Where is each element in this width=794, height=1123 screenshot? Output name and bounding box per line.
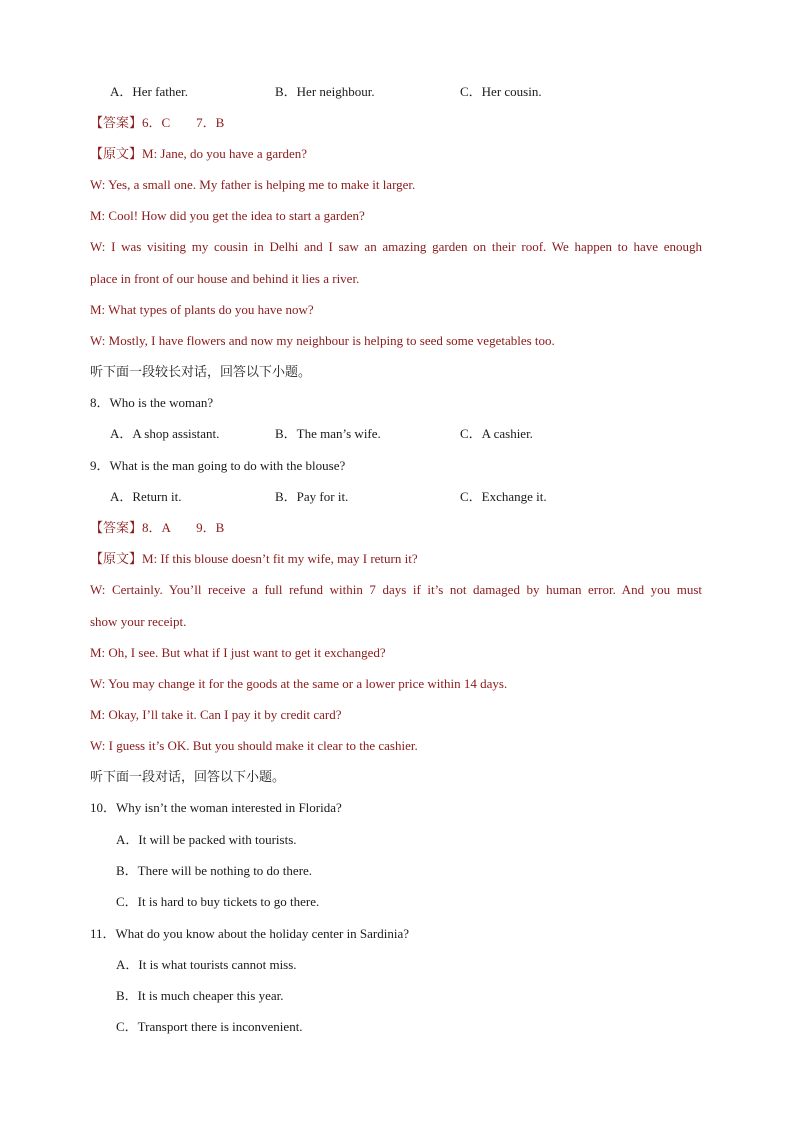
answer-line [90,115,224,131]
option-line [116,1019,303,1035]
option-a: A．A shop assistant. [110,426,220,441]
transcript-text: M: Oh, I see. But what if I just want to get it exchanged? [90,645,386,660]
option-c: C．A cashier. [460,426,533,441]
answer-tag: 【答案】 [90,520,143,535]
question-text: 11．What do you know about the holiday center in Sardinia? [90,926,410,941]
option-c: C．Her cousin. [460,84,542,99]
option-line [116,863,312,879]
transcript-line [90,738,418,754]
answer-text: 8．A 9．B [142,520,225,535]
question [90,458,345,474]
option-text: A．It will be packed with tourists. [116,832,297,847]
transcript-text: show your receipt. [90,614,187,629]
transcript-text: M: Cool! How did you get the idea to start a garden? [90,208,365,223]
transcript-text: M: If this blouse doesn’t fit my wife, may I return it? [142,551,418,566]
option-text: C．Transport there is inconvenient. [116,1019,303,1034]
question-text: 10．Why isn’t the woman interested in Florida? [90,800,342,815]
question [90,926,409,942]
option-b: B．The man’s wife. [275,426,381,441]
option-line [116,988,284,1004]
transcript-tag: 【原文】 [90,146,143,161]
transcript-tag: 【原文】 [90,551,143,566]
transcript-text: W: You may change it for the goods at the same or a lower price within 14 days. [90,676,508,691]
transcript-text: W: Mostly, I have flowers and now my neighbour is helping to seed some vegetables too. [90,333,555,348]
option-b: B．Pay for it. [275,489,349,504]
question [90,800,342,816]
option-text: A．It is what tourists cannot miss. [116,957,297,972]
transcript-line [90,614,186,630]
transcript-text: place in front of our house and behind it lies a river. [90,271,360,286]
options-row [0,84,794,100]
instruction-text: 听下面一段对话，回答以下小题。 [90,769,286,784]
instruction-text: 听下面一段较长对话，回答以下小题。 [90,364,312,379]
question-text: 8．Who is the woman? [90,395,214,410]
transcript-line [90,146,307,162]
options-row [0,489,794,505]
transcript-line [90,676,507,692]
transcript-text: W: Certainly. You’ll receive a full refund within 7 days if it’s not damaged by human error. And you must [90,582,702,597]
transcript-text: M: Jane, do you have a garden? [142,146,307,161]
transcript-line [90,239,702,255]
option-a: A．Her father. [110,84,188,99]
transcript-line [90,582,702,598]
transcript-line [90,208,365,224]
transcript-line [90,645,386,661]
transcript-text: M: What types of plants do you have now? [90,302,314,317]
section-instruction [90,769,285,785]
question-text: 9．What is the man going to do with the blouse? [90,458,346,473]
transcript-text: W: Yes, a small one. My father is helping me to make it larger. [90,177,416,192]
answer-text: 6．C 7．B [142,115,225,130]
option-b: B．Her neighbour. [275,84,375,99]
transcript-line [90,707,342,723]
option-text: B．It is much cheaper this year. [116,988,284,1003]
transcript-line [90,302,314,318]
option-c: C．Exchange it. [460,489,547,504]
transcript-line [90,271,359,287]
question [90,395,213,411]
transcript-line [90,333,555,349]
transcript-line [90,177,415,193]
option-text: B．There will be nothing to do there. [116,863,313,878]
transcript-text: M: Okay, I’ll take it. Can I pay it by credit card? [90,707,342,722]
transcript-line [90,551,418,567]
option-text: C．It is hard to buy tickets to go there. [116,894,320,909]
option-a: A．Return it. [110,489,182,504]
option-line [116,894,319,910]
answer-line [90,520,224,536]
answer-tag: 【答案】 [90,115,143,130]
option-line [116,832,297,848]
options-row [0,426,794,442]
section-instruction [90,364,311,380]
option-line [116,957,297,973]
transcript-text: W: I was visiting my cousin in Delhi and I saw an amazing garden on their roof. We happen to have enough [90,239,702,254]
transcript-text: W: I guess it’s OK. But you should make it clear to the cashier. [90,738,418,753]
